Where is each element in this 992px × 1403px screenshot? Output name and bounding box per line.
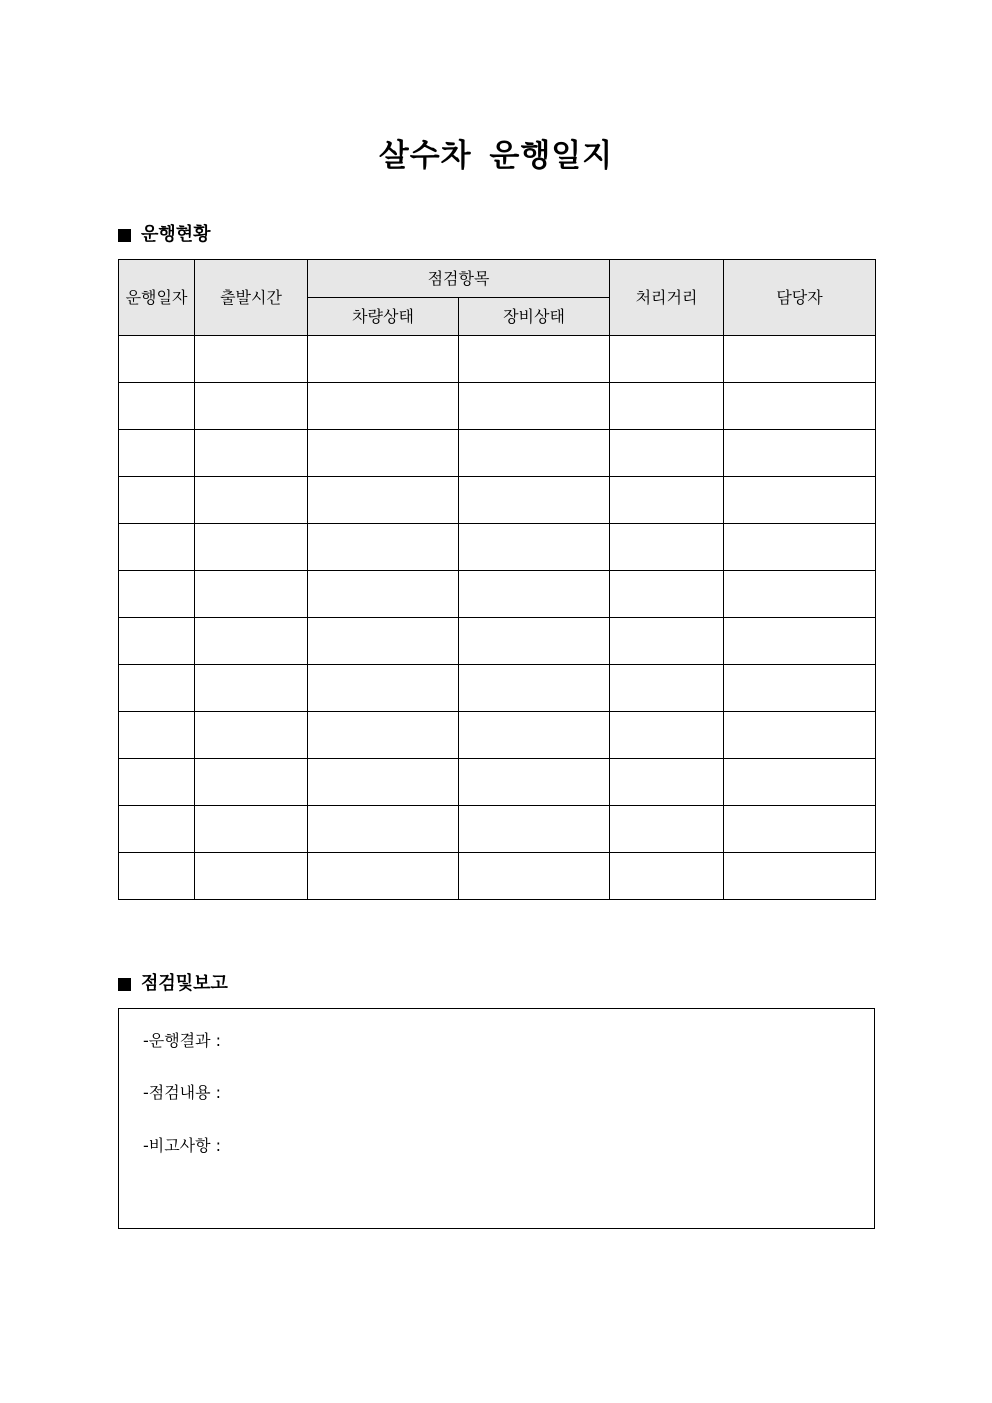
table-row <box>119 712 876 759</box>
departure-cell[interactable] <box>195 383 308 430</box>
table-row <box>119 430 876 477</box>
distance-cell[interactable] <box>610 477 724 524</box>
distance-cell[interactable] <box>610 618 724 665</box>
equipment-cell[interactable] <box>459 571 610 618</box>
vehicle-cell[interactable] <box>308 759 459 806</box>
equipment-cell[interactable] <box>459 853 610 900</box>
distance-cell[interactable] <box>610 430 724 477</box>
distance-cell[interactable] <box>610 712 724 759</box>
departure-cell[interactable] <box>195 618 308 665</box>
vehicle-cell[interactable] <box>308 430 459 477</box>
date-cell[interactable] <box>119 665 195 712</box>
header-inspection-items: 점검항목 <box>308 260 610 298</box>
equipment-cell[interactable] <box>459 524 610 571</box>
manager-cell[interactable] <box>724 524 876 571</box>
date-cell[interactable] <box>119 853 195 900</box>
manager-cell[interactable] <box>724 712 876 759</box>
date-cell[interactable] <box>119 806 195 853</box>
document-title: 살수차 운행일지 <box>378 138 614 174</box>
distance-cell[interactable] <box>610 524 724 571</box>
date-cell[interactable] <box>119 712 195 759</box>
equipment-cell[interactable] <box>459 618 610 665</box>
departure-cell[interactable] <box>195 759 308 806</box>
date-cell[interactable] <box>119 336 195 383</box>
departure-cell[interactable] <box>195 336 308 383</box>
vehicle-cell[interactable] <box>308 477 459 524</box>
section-heading-label: 점검및보고 <box>141 973 228 994</box>
table-row <box>119 571 876 618</box>
manager-cell[interactable] <box>724 430 876 477</box>
date-cell[interactable] <box>119 477 195 524</box>
equipment-cell[interactable] <box>459 806 610 853</box>
header-date: 운행일자 <box>119 260 195 336</box>
header-manager: 담당자 <box>724 260 876 336</box>
distance-cell[interactable] <box>610 336 724 383</box>
table-row <box>119 665 876 712</box>
equipment-cell[interactable] <box>459 712 610 759</box>
manager-cell[interactable] <box>724 336 876 383</box>
vehicle-cell[interactable] <box>308 383 459 430</box>
report-line-inspection: -점검내용 : <box>143 1083 222 1102</box>
vehicle-cell[interactable] <box>308 336 459 383</box>
equipment-cell[interactable] <box>459 477 610 524</box>
date-cell[interactable] <box>119 759 195 806</box>
departure-cell[interactable] <box>195 477 308 524</box>
vehicle-cell[interactable] <box>308 618 459 665</box>
date-cell[interactable] <box>119 383 195 430</box>
distance-cell[interactable] <box>610 806 724 853</box>
table-row <box>119 759 876 806</box>
equipment-cell[interactable] <box>459 430 610 477</box>
distance-cell[interactable] <box>610 383 724 430</box>
table-row <box>119 618 876 665</box>
table-row <box>119 477 876 524</box>
manager-cell[interactable] <box>724 853 876 900</box>
manager-cell[interactable] <box>724 618 876 665</box>
report-line-remarks: -비고사항 : <box>143 1136 222 1155</box>
departure-cell[interactable] <box>195 853 308 900</box>
manager-cell[interactable] <box>724 759 876 806</box>
vehicle-cell[interactable] <box>308 571 459 618</box>
date-cell[interactable] <box>119 430 195 477</box>
manager-cell[interactable] <box>724 665 876 712</box>
vehicle-cell[interactable] <box>308 853 459 900</box>
vehicle-cell[interactable] <box>308 712 459 759</box>
report-box[interactable] <box>118 1008 875 1229</box>
manager-cell[interactable] <box>724 571 876 618</box>
table-row <box>119 853 876 900</box>
section-heading-operation <box>118 223 211 247</box>
section-heading-label: 운행현황 <box>141 224 211 245</box>
departure-cell[interactable] <box>195 430 308 477</box>
table-row <box>119 383 876 430</box>
departure-cell[interactable] <box>195 712 308 759</box>
distance-cell[interactable] <box>610 759 724 806</box>
table-row <box>119 524 876 571</box>
operation-log-table <box>118 259 876 900</box>
manager-cell[interactable] <box>724 477 876 524</box>
table-row <box>119 336 876 383</box>
equipment-cell[interactable] <box>459 336 610 383</box>
date-cell[interactable] <box>119 618 195 665</box>
header-distance: 처리거리 <box>610 260 724 336</box>
section-heading-report <box>118 972 228 996</box>
departure-cell[interactable] <box>195 665 308 712</box>
departure-cell[interactable] <box>195 524 308 571</box>
header-departure-time: 출발시간 <box>195 260 308 336</box>
date-cell[interactable] <box>119 571 195 618</box>
equipment-cell[interactable] <box>459 665 610 712</box>
header-equipment-status: 장비상태 <box>459 298 610 336</box>
distance-cell[interactable] <box>610 853 724 900</box>
log-table-body <box>119 336 876 900</box>
square-bullet-icon <box>118 229 131 242</box>
distance-cell[interactable] <box>610 571 724 618</box>
table-row <box>119 806 876 853</box>
date-cell[interactable] <box>119 524 195 571</box>
vehicle-cell[interactable] <box>308 806 459 853</box>
distance-cell[interactable] <box>610 665 724 712</box>
manager-cell[interactable] <box>724 806 876 853</box>
vehicle-cell[interactable] <box>308 665 459 712</box>
equipment-cell[interactable] <box>459 383 610 430</box>
equipment-cell[interactable] <box>459 759 610 806</box>
report-line-result: -운행결과 : <box>143 1031 222 1050</box>
square-bullet-icon <box>118 978 131 991</box>
manager-cell[interactable] <box>724 383 876 430</box>
header-vehicle-status: 차량상태 <box>308 298 459 336</box>
vehicle-cell[interactable] <box>308 524 459 571</box>
departure-cell[interactable] <box>195 571 308 618</box>
departure-cell[interactable] <box>195 806 308 853</box>
